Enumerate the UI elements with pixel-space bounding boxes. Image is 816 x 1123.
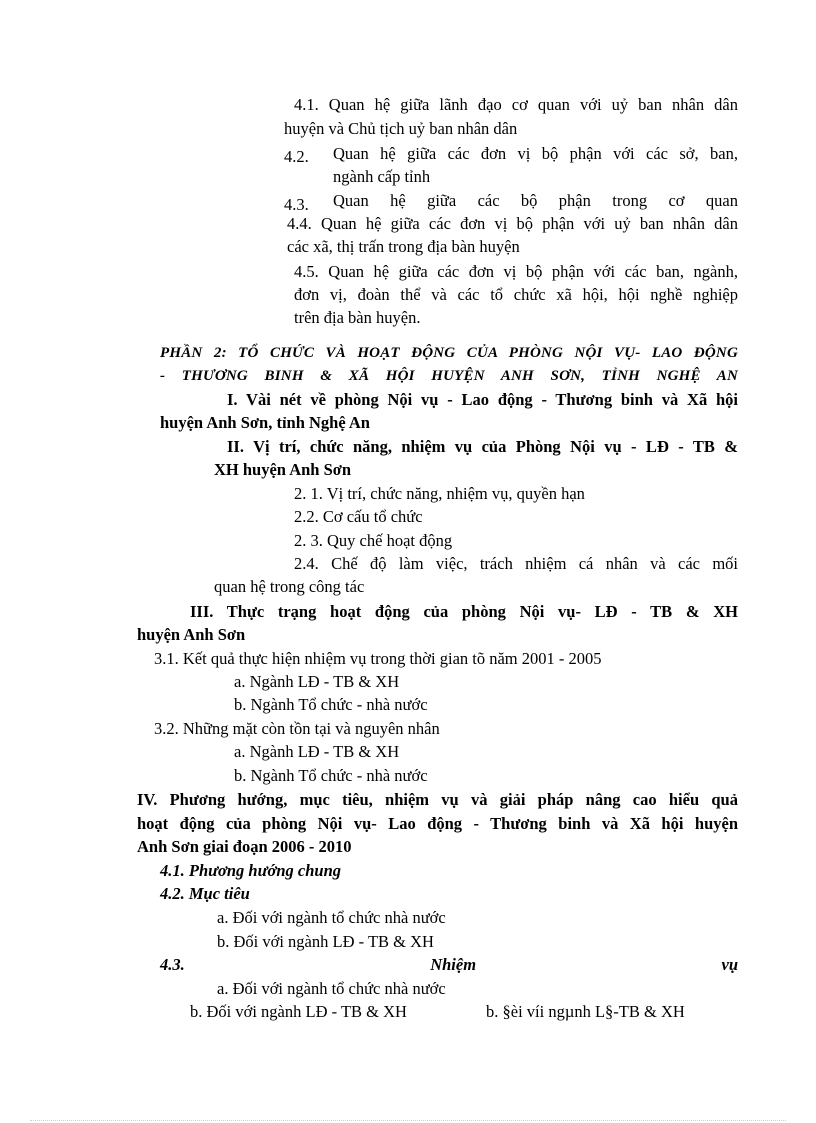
item-2-1: 2. 1. Vị trí, chức năng, nhiệm vụ, quyền hạn — [294, 484, 585, 503]
toc-line-4-2: Quan hệ giữa các đơn vị bộ phận với các sở, ban, — [333, 144, 738, 163]
section-IV-heading-end: Anh Sơn giai đoạn 2006 - 2010 — [137, 837, 352, 856]
item-4-3-a: a. Đối với ngành tổ chức nhà nước — [217, 979, 446, 998]
toc-line-4-3: Quan hệ giữa các bộ phận trong cơ quan — [333, 191, 738, 210]
part-2-heading: PHẦN 2: TỔ CHỨC VÀ HOẠT ĐỘNG CỦA PHÒNG NỘI VỤ- LAO ĐỘNG — [160, 345, 738, 361]
subsection-4-3-number: 4.3. — [160, 955, 185, 974]
item-3-1-b: b. Ngành Tổ chức - nhà nước — [234, 695, 428, 714]
item-4-2-b: b. Đối với ngành LĐ - TB & XH — [217, 932, 434, 951]
item-2-4-cont: quan hệ trong công tác — [214, 577, 365, 596]
section-II-heading-cont: XH huyện Anh Sơn — [214, 460, 352, 479]
page-bottom-rule — [30, 1120, 786, 1121]
item-2-4: 2.4. Chế độ làm việc, trách nhiệm cá nhân và các mối — [294, 554, 738, 573]
section-II-heading: II. Vị trí, chức năng, nhiệm vụ của Phòng Nội vụ - LĐ - TB & — [227, 437, 738, 456]
toc-line-4-5-end: trên địa bàn huyện. — [294, 308, 421, 327]
item-4-2-a: a. Đối với ngành tổ chức nhà nước — [217, 908, 446, 927]
item-2-3: 2. 3. Quy chế hoạt động — [294, 531, 453, 550]
section-III-heading-cont: huyện Anh Sơn — [137, 625, 246, 644]
item-2-2: 2.2. Cơ cấu tổ chức — [294, 507, 423, 526]
subsection-4-3 — [160, 954, 738, 976]
toc-line-4-5-cont: đơn vị, đoàn thể và các tổ chức xã hội, hội nghề nghiệp — [294, 285, 738, 304]
section-I-heading-cont: huyện Anh Sơn, tỉnh Nghệ An — [160, 413, 370, 432]
toc-line-4-1-cont: huyện và Chủ tịch uỷ ban nhân dân — [284, 119, 518, 138]
item-3-2-a: a. Ngành LĐ - TB & XH — [234, 742, 400, 761]
section-I-heading: I. Vài nét về phòng Nội vụ - Lao động - Thương binh và Xã hội — [227, 390, 738, 409]
toc-line-4-2-cont: ngành cấp tỉnh — [333, 167, 431, 186]
section-III-heading: III. Thực trạng hoạt động của phòng Nội vụ- LĐ - TB & XH — [190, 602, 738, 621]
toc-line-4-4: 4.4. Quan hệ giữa các đơn vị bộ phận với uỷ ban nhân dân — [287, 214, 738, 233]
subsection-4-2: 4.2. Mục tiêu — [160, 884, 250, 903]
section-IV-heading: IV. Phương hướng, mục tiêu, nhiệm vụ và giải pháp nâng cao hiểu quả — [137, 790, 738, 809]
toc-line-4-3-number: 4.3. — [284, 195, 309, 214]
toc-line-4-1: 4.1. Quan hệ giữa lãnh đạo cơ quan với uỷ ban nhân dân — [294, 95, 738, 114]
item-3-1: 3.1. Kết quả thực hiện nhiệm vụ trong thời gian tõ năm 2001 - 2005 — [154, 649, 602, 668]
toc-line-4-2-number: 4.2. — [284, 147, 309, 166]
subsection-4-3-word-1: Nhiệm — [430, 955, 477, 974]
subsection-4-1: 4.1. Phương hướng chung — [160, 861, 341, 880]
subsection-4-3-word-2: vụ — [721, 955, 738, 974]
toc-line-4-4-cont: các xã, thị trấn trong địa bàn huyện — [287, 237, 520, 256]
section-IV-heading-cont: hoạt động của phòng Nội vụ- Lao động - Thương binh và Xã hội huyện — [137, 814, 738, 833]
item-4-3-b-garbled: b. §èi víi ngµnh L§-TB & XH — [486, 1002, 685, 1021]
toc-line-4-5: 4.5. Quan hệ giữa các đơn vị bộ phận với các ban, ngành, — [294, 262, 738, 281]
part-2-heading-cont: - THƯƠNG BINH & XÃ HỘI HUYỆN ANH SƠN, TỈNH NGHỆ AN — [160, 368, 738, 384]
item-3-2-b: b. Ngành Tổ chức - nhà nước — [234, 766, 428, 785]
item-3-1-a: a. Ngành LĐ - TB & XH — [234, 672, 400, 691]
item-4-3-b: b. Đối với ngành LĐ - TB & XH — [190, 1002, 407, 1021]
item-3-2: 3.2. Những mặt còn tồn tại và nguyên nhân — [154, 719, 440, 738]
